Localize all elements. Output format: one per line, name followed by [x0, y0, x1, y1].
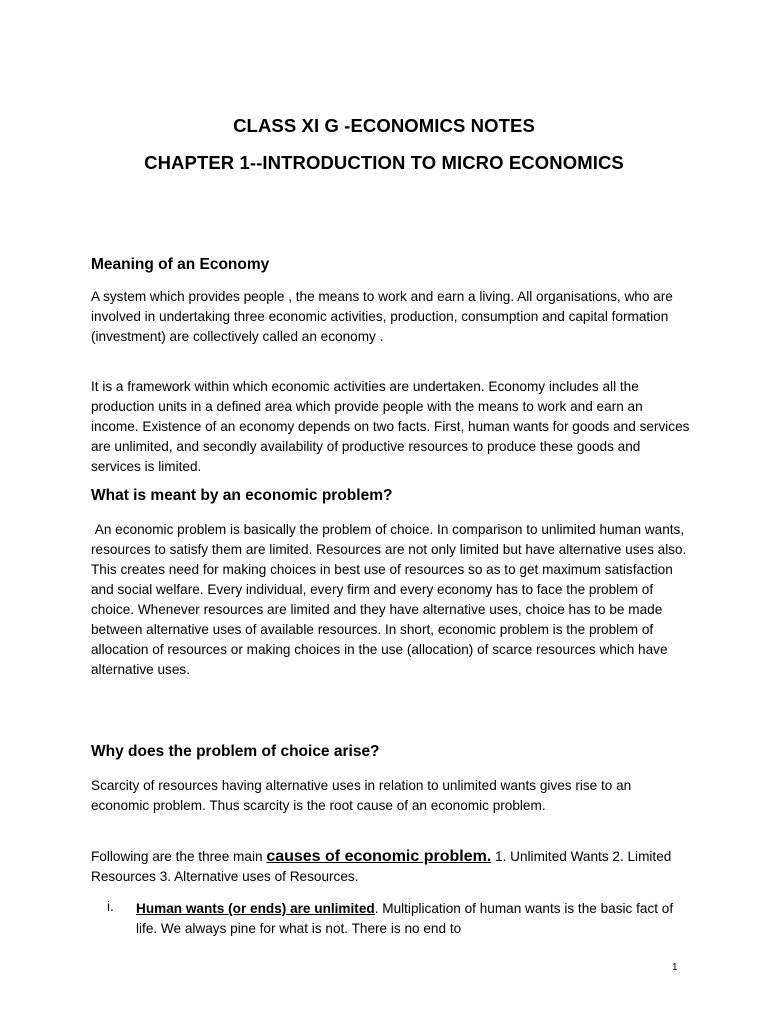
paragraph: It is a framework within which economic activities are undertaken. Economy includes all the production units in a defined area which provide people with the means to work and earn an income. Existence of an economy depends on two facts. First, human wants for goods and services are unlimited, and secondly availability of productive resources to produce these goods and services is limited. [91, 379, 690, 474]
section-heading-problem-of-choice: Why does the problem of choice arise? [91, 743, 380, 760]
causes-emphasis: causes of economic problem. [266, 848, 492, 865]
section-heading-economic-problem: What is meant by an economic problem? [91, 487, 393, 504]
paragraph: A system which provides people , the means to work and earn a living. All organisations, who are involved in undertaking three economic activities, production, consumption and capital formation (investment) are collectively called an economy . [91, 289, 673, 344]
document-title: CLASS XI G -ECONOMICS NOTES [233, 115, 535, 136]
causes-paragraph [91, 847, 691, 887]
list-item-emphasis: Human wants (or ends) are unlimited [136, 901, 375, 916]
page-number: 1 [672, 962, 678, 973]
causes-text-post: 1. Unlimited Wants 2. Limited Resources 3. Alternative uses of Resources. [91, 849, 672, 884]
paragraph: An economic problem is basically the problem of choice. In comparison to unlimited human wants, resources to satisfy them are limited. Resources are not only limited but have alternative uses also. This creates need for making choices in best use of resources so as to get maximum satisfaction and social welfare. Every individual, every firm and every economy has to face the problem of choice. Whenever resources are limited and they have alternative uses, choice has to be made between alternative uses of available resources. In short, economic problem is the problem of allocation of resources or making choices in the use (allocation) of scarce resources which have alternative uses. [91, 522, 690, 677]
list-number: i. [107, 899, 114, 914]
paragraph: Scarcity of resources having alternative uses in relation to unlimited wants gives rise to an economic problem. Thus scarcity is the root cause of an economic problem. [91, 778, 632, 813]
list-item-text: . Multiplication of human wants is the basic fact of life. We always pine for what is not. There is no end to [136, 901, 674, 936]
chapter-title: CHAPTER 1--INTRODUCTION TO MICRO ECONOMICS [144, 152, 624, 173]
list-item [136, 899, 696, 939]
section-heading-economy: Meaning of an Economy [91, 256, 270, 273]
causes-text-pre: Following are the three main [91, 849, 267, 864]
